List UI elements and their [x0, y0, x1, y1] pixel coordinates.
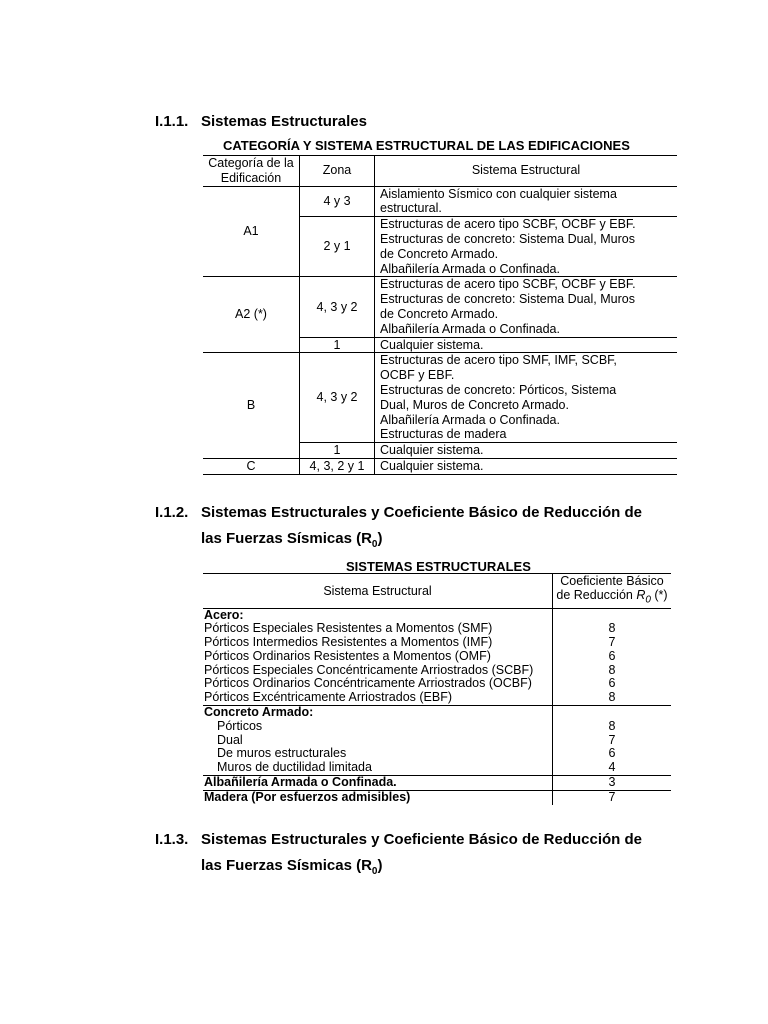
reduction-coefficient-table — [203, 573, 671, 805]
zone-cell: 4 y 3 — [300, 186, 375, 217]
category-cell: C — [203, 458, 300, 474]
system-cell: Estructuras de acero tipo SCBF, OCBF y EBF. Estructuras de concreto: Sistema Dual, Muros de Concreto Armado. Albañilería Armada o Confinada. — [375, 277, 678, 337]
table-row: Pórticos 8 — [203, 720, 671, 734]
table-row: Pórticos Especiales Resistentes a Momentos (SMF) 8 — [203, 622, 671, 636]
section-title-line1: Sistemas Estructurales y Coeficiente Básico de Reducción de — [201, 504, 642, 521]
category-cell: A1 — [203, 186, 300, 277]
section-number: I.1.3. — [155, 831, 189, 848]
section-number: I.1.1. — [155, 113, 189, 130]
zone-cell: 2 y 1 — [300, 217, 375, 277]
table-row — [203, 277, 677, 337]
header-coefficient: Coeficiente Básico de Reducción $R_0$ (*) — [553, 574, 672, 609]
section-heading-1 — [155, 109, 367, 135]
table-row: Pórticos Ordinarios Concéntricamente Arriostrados (OCBF) 6 — [203, 677, 671, 691]
table-row: Pórticos Excéntricamente Arriostrados (EBF) 8 — [203, 691, 671, 705]
system-cell: Estructuras de acero tipo SCBF, OCBF y EBF. Estructuras de concreto: Sistema Dual, Muros de Concreto Armado. Albañilería Armada o Confinada. — [375, 217, 678, 277]
system-cell: Cualquier sistema. — [375, 443, 678, 459]
table-row — [203, 353, 677, 443]
group-row-concreto: Concreto Armado: — [203, 706, 671, 720]
system-cell: Cualquier sistema. — [375, 458, 678, 474]
zone-cell: 4, 3, 2 y 1 — [300, 458, 375, 474]
table-header-row — [203, 156, 677, 187]
category-cell: B — [203, 353, 300, 459]
zone-cell: 1 — [300, 337, 375, 353]
header-system: Sistema Estructural — [471, 163, 581, 178]
group-row-acero: Acero: — [203, 608, 671, 622]
section-heading-2: I.1.2. Sistemas Estructurales y Coeficiente Básico de Reducción de las Fuerzas Sísmicas $(R_0)$ — [155, 500, 642, 558]
table-row — [203, 186, 677, 217]
system-cell: Cualquier sistema. — [375, 337, 678, 353]
header-category: Categoría de la Edificación — [208, 156, 294, 185]
system-cell: Aislamiento Sísmico con cualquier sistema estructural. — [375, 186, 678, 217]
section-heading-3: I.1.3. Sistemas Estructurales y Coeficiente Básico de Reducción de las Fuerzas Sísmicas $(R_0)$ — [155, 827, 642, 885]
header-system: Sistema Estructural — [323, 583, 432, 598]
table-row: De muros estructurales 6 — [203, 747, 671, 761]
section-title: Sistemas Estructurales — [201, 113, 367, 130]
table-row — [203, 458, 677, 474]
table-row: Pórticos Intermedios Resistentes a Momentos (IMF) 7 — [203, 636, 671, 650]
table1-title: CATEGORÍA Y SISTEMA ESTRUCTURAL DE LAS EDIFICACIONES — [223, 138, 630, 153]
table-row: Pórticos Especiales Concéntricamente Arriostrados (SCBF) 8 — [203, 664, 671, 678]
section-number: I.1.2. — [155, 504, 189, 521]
category-cell: A2 (*) — [203, 277, 300, 353]
category-system-table — [203, 155, 677, 475]
header-zone: Zona — [300, 156, 375, 187]
zone-cell: 4, 3 y 2 — [300, 353, 375, 443]
table-row: Muros de ductilidad limitada 4 — [203, 761, 671, 775]
section-title-line2: las Fuerzas Sísmicas (R — [201, 530, 372, 547]
table-row: Albañilería Armada o Confinada. 3 — [203, 776, 671, 791]
system-cell: Estructuras de acero tipo SMF, IMF, SCBF, OCBF y EBF. Estructuras de concreto: Pórticos, Sistema Dual, Muros de Concreto Armado. Albañilería Armada o Confinada. Estructuras de madera — [375, 353, 678, 443]
section-title-line2: las Fuerzas Sísmicas (R — [201, 857, 372, 874]
table-row: Pórticos Ordinarios Resistentes a Momentos (OMF) 6 — [203, 650, 671, 664]
table-header-row — [203, 574, 671, 609]
section-title-line1: Sistemas Estructurales y Coeficiente Básico de Reducción de — [201, 831, 642, 848]
zone-cell: 4, 3 y 2 — [300, 277, 375, 337]
table-row: Madera (Por esfuerzos admisibles) 7 — [203, 790, 671, 804]
table2-title: SISTEMAS ESTRUCTURALES — [346, 559, 531, 574]
table-row: Dual 7 — [203, 734, 671, 748]
zone-cell: 1 — [300, 443, 375, 459]
